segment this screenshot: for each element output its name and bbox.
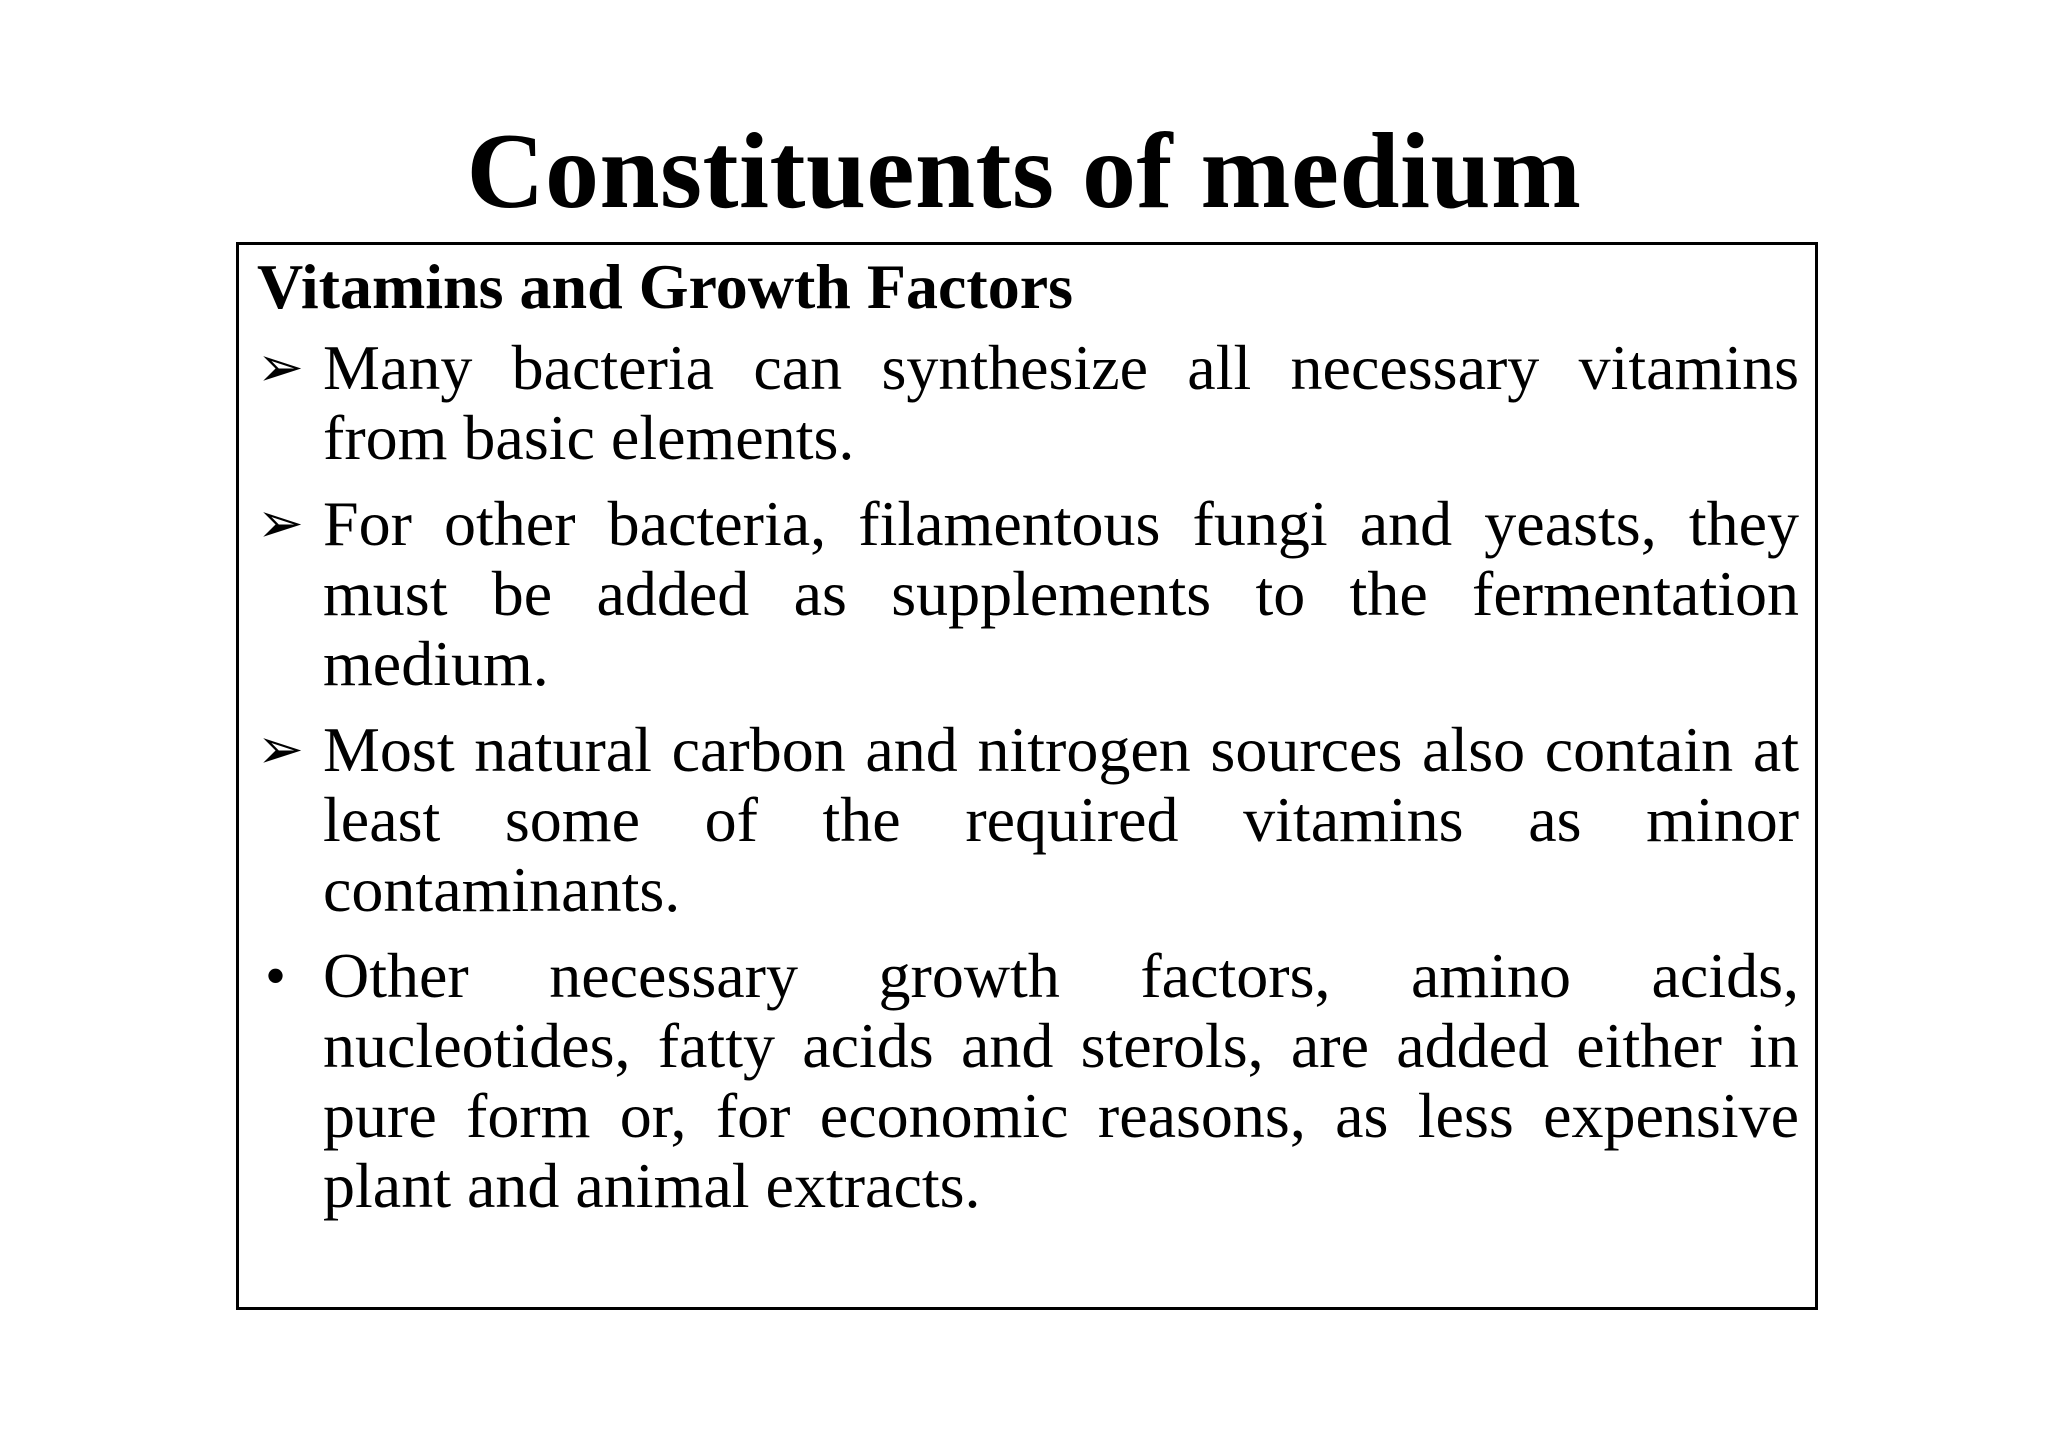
bullet-text-4: Other necessary growth factors, amino acids, nucleotides, fatty acids and sterols, are added either in pure form or, for economic reasons, as less expensive plant and animal extracts. [323, 940, 1799, 1221]
bullet-item-1 [257, 333, 1799, 473]
slide-title: Constituents of medium [466, 112, 1582, 231]
bullet-text-3: Most natural carbon and nitrogen sources also contain at least some of the required vitamins as minor contaminants. [323, 714, 1799, 925]
round-bullet-icon: • [265, 943, 287, 1009]
bullet-item-4 [257, 941, 1799, 1221]
bullet-text-2: For other bacteria, filamentous fungi and yeasts, they must be added as supplements to the fermentation medium. [323, 488, 1799, 699]
bullet-text-1: Many bacteria can synthesize all necessary vitamins from basic elements. [323, 332, 1799, 473]
bullet-list [257, 333, 1799, 1237]
arrowhead-bullet-icon: ➢ [257, 719, 304, 781]
bullet-item-2 [257, 489, 1799, 699]
arrowhead-bullet-icon: ➢ [257, 493, 304, 555]
section-heading: Vitamins and Growth Factors [257, 251, 1073, 322]
arrowhead-bullet-icon: ➢ [257, 337, 304, 399]
content-box [236, 242, 1818, 1310]
bullet-item-3 [257, 715, 1799, 925]
